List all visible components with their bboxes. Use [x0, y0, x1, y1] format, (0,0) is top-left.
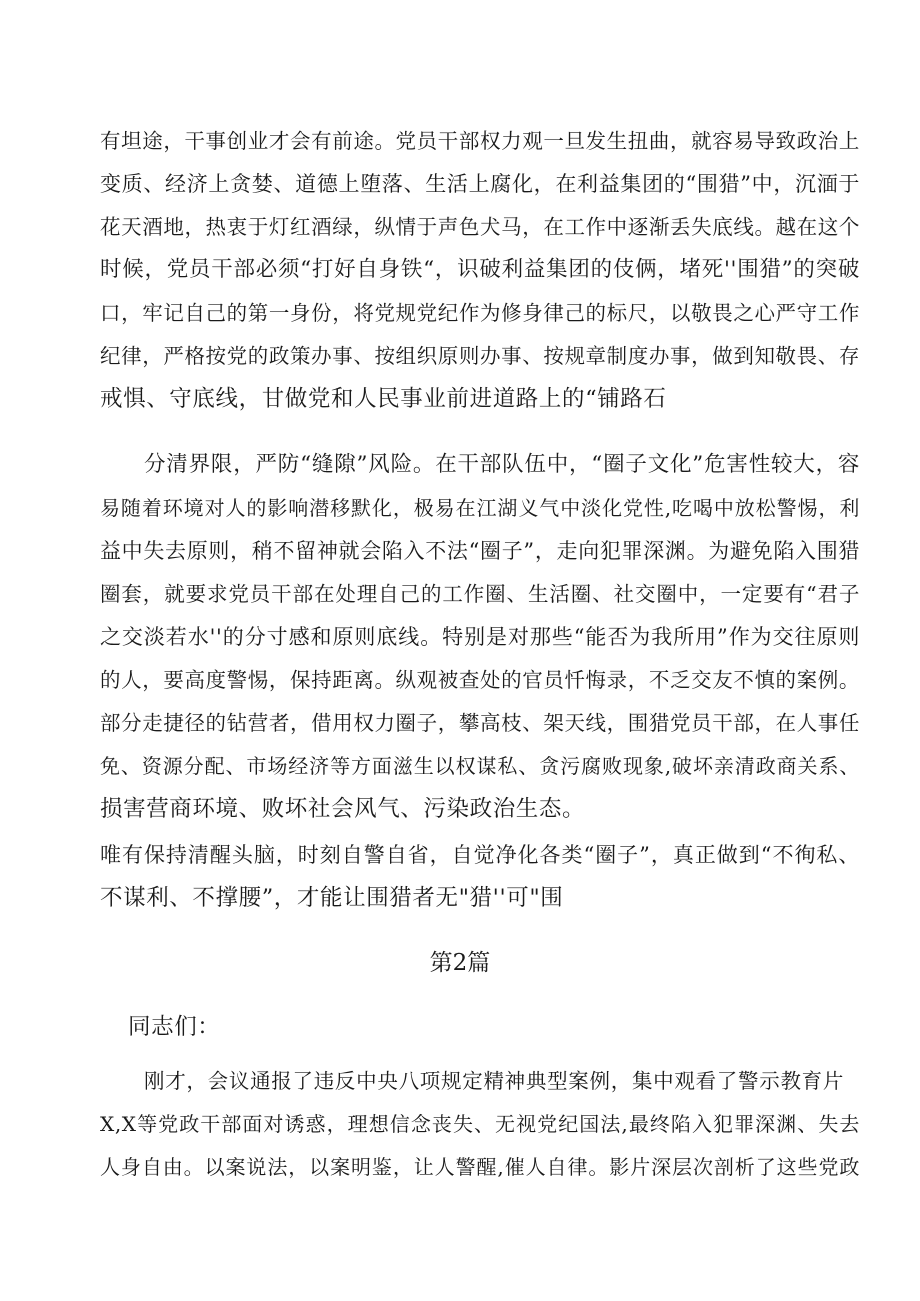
text-line: 纪律，严格按党的政策办事、按组织原则办事、按规章制度办事，做到知敬畏、存	[100, 344, 860, 368]
text-line: 损害营商环境、败坏社会风气、污染政治生态。	[100, 796, 586, 822]
salutation: 同志们：	[128, 1014, 221, 1040]
text-line: 有坦途，干事创业才会有前途。党员干部权力观一旦发生扭曲，就容易导致政治上	[100, 129, 860, 153]
text-line: 变质、经济上贪婪、道德上堕落、生活上腐化，在利益集团的“围猎”中，沉湎于	[100, 172, 860, 196]
text-line: 易随着环境对人的影响潜移默化，极易在江湖义气中淡化党性,吃喝中放松警惕，利	[100, 496, 860, 520]
text-line: 不谋利、不撑腰”，才能让围猎者无"猎''可"围	[100, 885, 564, 911]
text-line: 唯有保持清醒头脑，时刻自警自省，自觉净化各类“圈子”，真正做到“不徇私、	[100, 843, 860, 867]
text-line: X,X等党政干部面对诱惑，理想信念丧失、无视党纪国法,最终陷入犯罪深渊、失去	[100, 1112, 860, 1136]
text-line: 免、资源分配、市场经济等方面滋生以权谋私、贪污腐败现象,破坏亲清政商关系、	[100, 754, 860, 778]
text-line: 圈套，就要求党员干部在处理自己的工作圈、生活圈、社交圈中，一定要有“君子	[100, 582, 860, 606]
text-line: 花天酒地，热衷于灯红酒绿，纵情于声色犬马，在工作中逐渐丢失底线。越在这个	[100, 215, 860, 239]
text-line: 的人，要高度警惕，保持距离。纵观被查处的官员忏悔录，不乏交友不慎的案例。	[100, 668, 860, 692]
text-line: 时候，党员干部必须“打好自身铁“，识破利益集团的伎俩，堵死''围猎”的突破	[100, 257, 860, 282]
text-line: 口，牢记自己的第一身份，将党规党纪作为修身律己的标尺，以敬畏之心严守工作	[100, 301, 860, 325]
section-heading: 第2篇	[429, 950, 491, 976]
text-line: 刚才，会议通报了违反中央八项规定精神典型案例，集中观看了警示教育片	[144, 1069, 844, 1093]
text-line: 分清界限，严防“缝隙”风险。在干部队伍中，“圈子文化”危害性较大，容	[144, 452, 860, 477]
text-line: 戒惧、守底线，甘做党和人民事业前进道路上的“铺路石	[100, 386, 667, 412]
text-line: 部分走捷径的钻营者，借用权力圈子，攀高枝、架天线，围猎党员干部，在人事任	[100, 711, 860, 735]
text-line: 之交淡若水''的分寸感和原则底线。特别是对那些“能否为我所用”作为交往原则	[100, 625, 860, 649]
text-line: 益中失去原则，稍不留神就会陷入不法“圈子”，走向犯罪深渊。为避免陷入围猎	[100, 539, 860, 563]
text-line: 人身自由。以案说法，以案明鉴，让人警醒,催人自律。影片深层次剖析了这些党政	[100, 1155, 860, 1179]
